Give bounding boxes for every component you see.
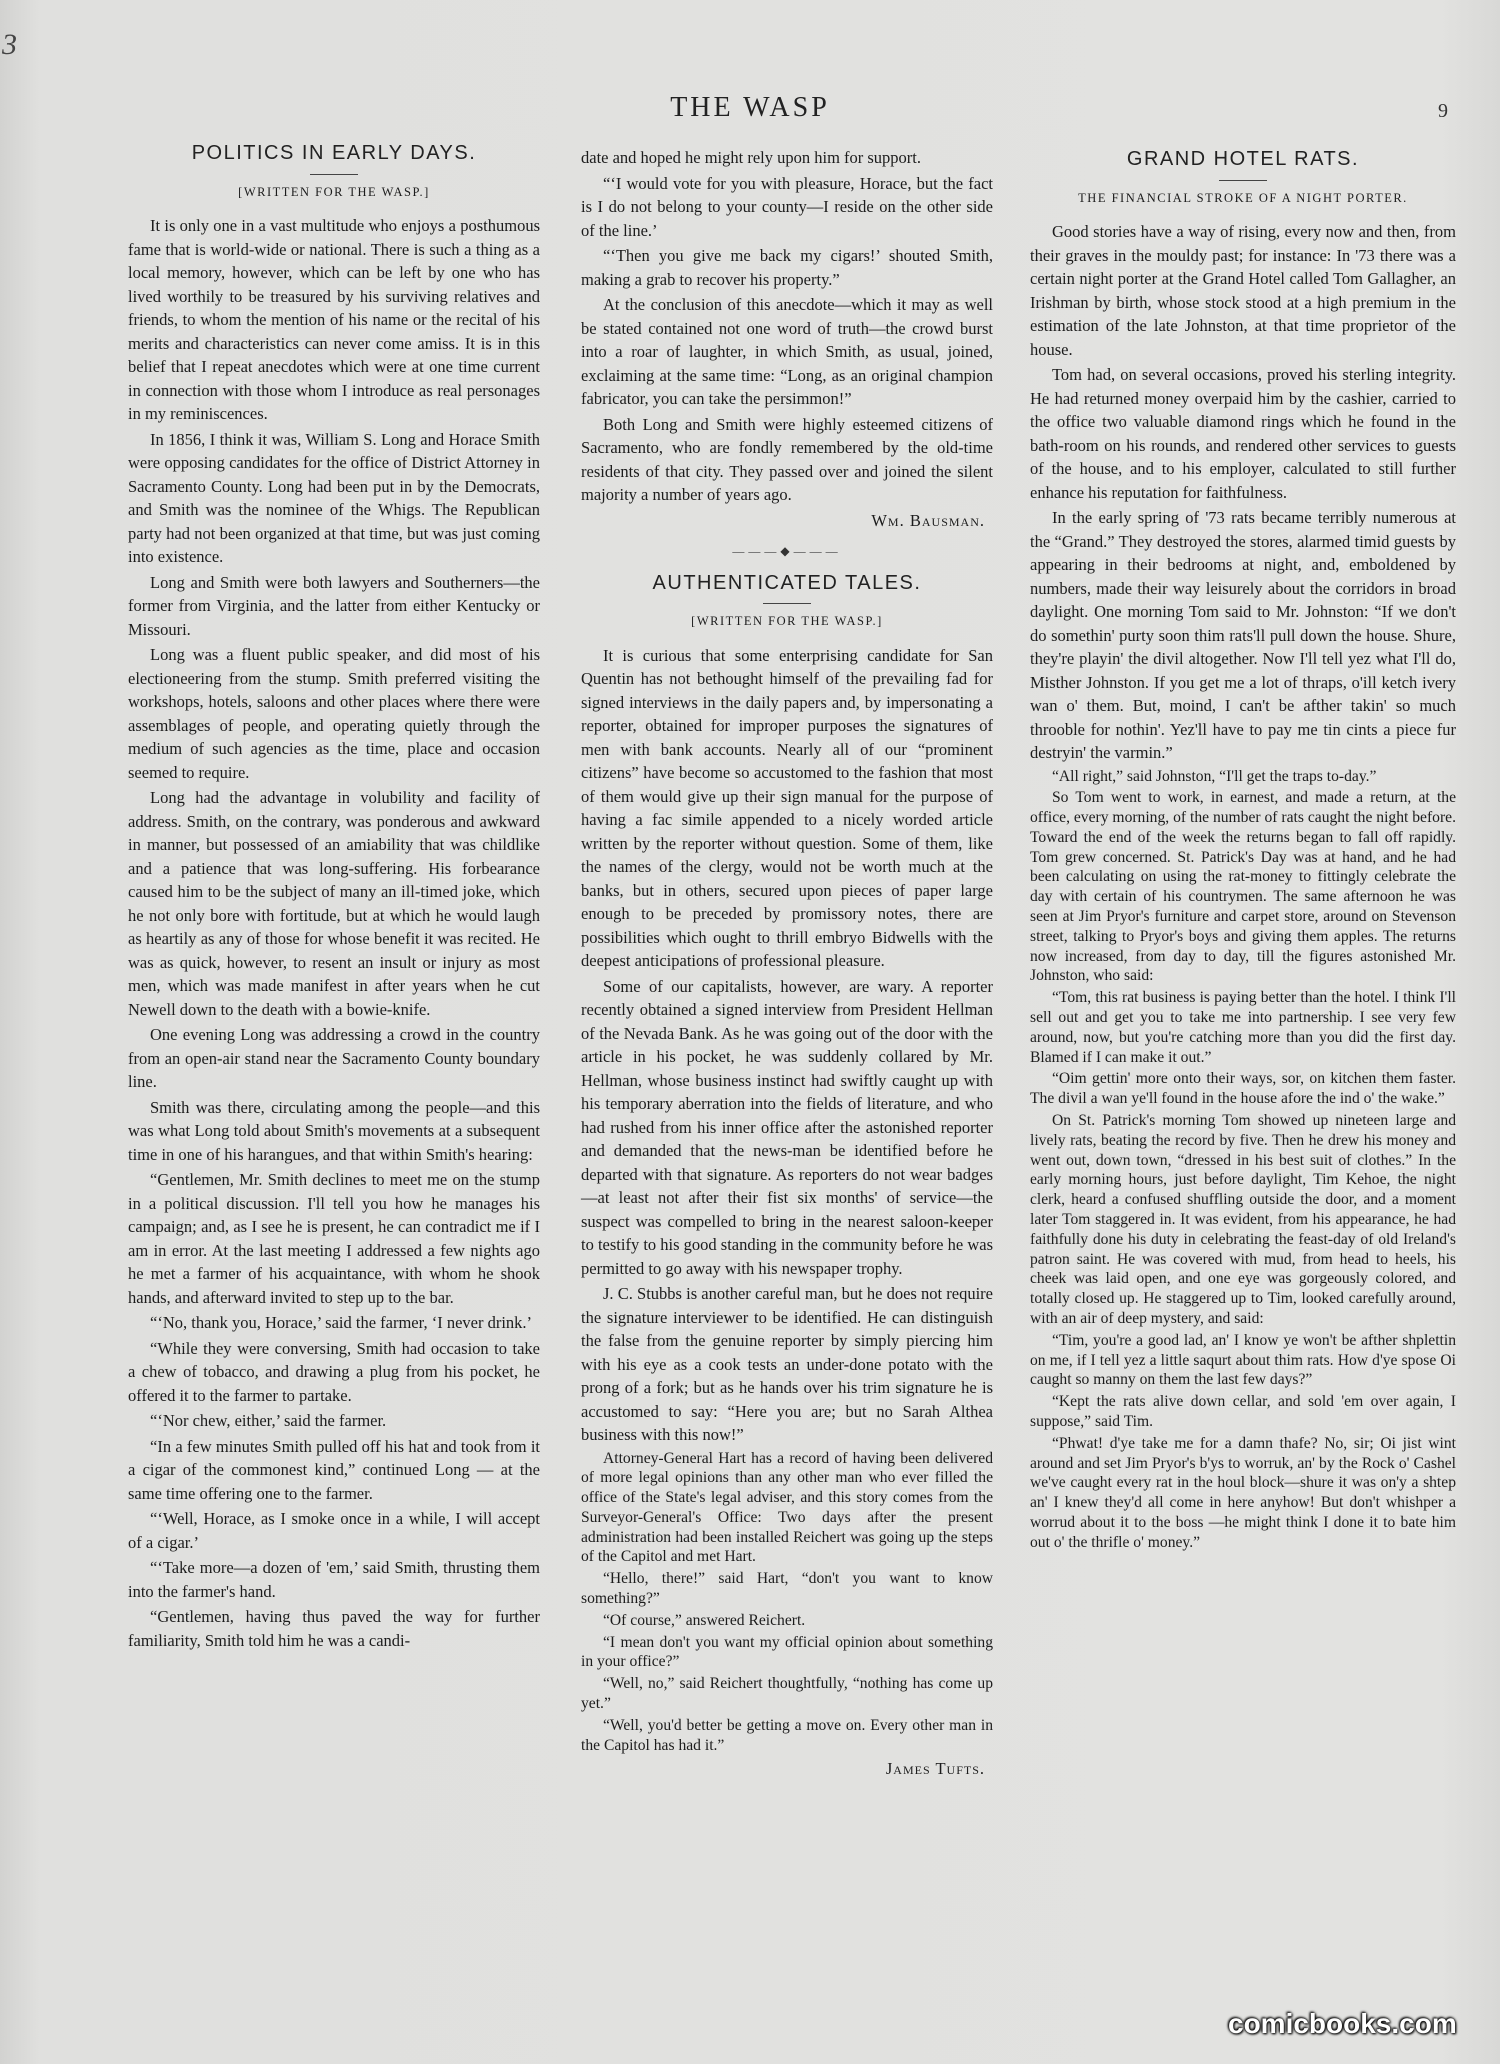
section-divider: ———◆——— (732, 544, 842, 558)
paragraph: “Kept the rats alive down cellar, and sold 'em over again, I suppose,” said Tim. (1030, 1393, 1456, 1430)
paragraph: “Tim, you're a good lad, an' I know ye won't be afther shplettin on me, if I tell yez a little saqurt about thim rats. How d'ye spose Oi caught so manny on them the last few days?” (1030, 1331, 1456, 1389)
article-heading: GRAND HOTEL RATS. (1126, 148, 1360, 170)
paragraph: “‘Take more—a dozen of 'em,’ said Smith, thrusting them into the farmer's hand. (128, 1558, 540, 1601)
paragraph: It is curious that some enterprising candidate for San Quentin has not bethought himself of the prevailing fad for signed interviews in the daily papers and, by impersonating a reporter, obtained for improper purposes the signatures of men with bank accounts. Nearly all of our “prominent citizens” have become so accustomed to the fashion that most of them would give up their sign manual for the purpose of having a fac simile appended to a nicely worded article written by the reporter without question. Some of them, like the names of the clergy, would not be worth much at the banks, but in others, secured upon pieces of paper large enough to be preceded by promissory notes, there are possibilities which ought to thrill embryo Bidwells with the deepest anticipations of professional pleasure. (581, 645, 993, 970)
paragraph: One evening Long was addressing a crowd in the country from an open-air stand near the Sacramento County boundary line. (128, 1025, 540, 1091)
byline: [WRITTEN FOR THE WASP.] (238, 184, 430, 199)
paragraph: “I mean don't you want my official opinion about something in your office?” (581, 1633, 993, 1671)
paragraph: “Gentlemen, Mr. Smith declines to meet me on the stump in a political discussion. I'll tell you how he manages his campaign; and, as I see he is present, he can contradict me if I am in error. At the last meeting I addressed a few nights ago he met a farmer of his acquaintance, with whom he shook hands, and afterward invited to step up to the bar. (128, 1170, 540, 1307)
paragraph: “In a few minutes Smith pulled off his hat and took from it a cigar of the commonest kind,” continued Long — at the same time offering one to the farmer. (128, 1436, 540, 1503)
paragraph: Long had the advantage in volubility and facility of address. Smith, on the contrary, was ponderous and awkward in manner, but possessed of an amiability that was childlike and a patience that was long-suffering. His forbearance caused him to be the subject of many an ill-timed joke, which he not only bore with fortitude, but at which he would laugh as heartily as any of those for whose benefit it was recited. He was as quick, however, to resent an insult or injury as most men, which was made manifest in after years when he cut Newell down to the death with a bowie-knife. (128, 788, 540, 1019)
column-authenticated (581, 146, 993, 1789)
paragraph: In the early spring of '73 rats became terribly numerous at the “Grand.” They destroyed the stores, alarmed timid guests by appearing in their bedrooms at night, and, emboldened by numbers, made their way leisurely about the corridors in broad daylight. One morning Tom said to Mr. Johnston: “If we don't do somethin' purty soon thim rats'll pull down the house. Shure, they're playin' the divil altogether. Now I'll tell yez what I'll do, Misther Johnston. If you get me a lot of thraps, o'ill ketch ivery wan o' them. But, moind, I can't be afther takin' so much throoble for nothin'. Yez'll have to pay me tin cints a piece fur destryin' the varmin.” (1030, 508, 1456, 762)
paragraph: Smith was there, circulating among the people—and this was what Long told about Smith's movements at a subsequent time in one of his harangues, and that within Smith's hearing: (128, 1097, 540, 1164)
paragraph: On St. Patrick's morning Tom showed up nineteen large and lively rats, beating the record by five. Then he drew his money and went out, down town, “dressed in his best suit of clothes.” In the early morning hours, just before daylight, Tim Kehoe, the night clerk, heard a confused shuffling outside the door, and a moment later Tom staggered in. It was evident, from his appearance, he had faithfully done his duty in celebrating the feast-day of old Ireland's patron saint. He was covered with mud, from head to heels, his cheek was laid open, and one eye was gorgeously colored, and totally closed up. He staggered up to Tim, looked carefully around, with an air of deep mystery, and said: (1030, 1112, 1456, 1328)
article-body (128, 214, 540, 1652)
signature: Wm. Bausman. (871, 510, 985, 530)
paragraph: So Tom went to work, in earnest, and made a return, at the office, every morning, of the number of rats caught the night before. Toward the end of the week the returns began to fall off rapidly. Tom grew concerned. St. Patrick's Day was at hand, and he had been calculating on using the rat-money to fittingly celebrate the day with certain of his countrymen. The same afternoon he was seen at Jim Pryor's furniture and carpet store, around on Stevenson street, talking to Pryor's boys and giving them apples. The returns now increased, from day to day, till the figures astonished Mr. Johnston, who said: (1030, 789, 1456, 985)
paragraph: “‘I would vote for you with pleasure, Horace, but the fact is I do not belong to your county—I reside on the other side of the line.’ (581, 173, 993, 240)
article-body (581, 644, 993, 1756)
paragraph: Long and Smith were both lawyers and Southerners—the former from Virginia, and the latter from either Kentucky or Missouri. (128, 572, 540, 639)
paragraph: Good stories have a way of rising, every now and then, from their graves in the mouldy past; for instance: In '73 there was a certain night porter at the Grand Hotel called Tom Gallagher, an Irishman by birth, whose stock stood at a high premium in the estimation of the late Johnston, at that time proprietor of the house. (1030, 222, 1456, 359)
watermark-logo: comicbooks.com (1228, 2008, 1457, 2039)
paragraph: “Well, no,” said Reichert thoughtfully, “nothing has come up yet.” (581, 1675, 993, 1713)
paragraph: In 1856, I think it was, William S. Long and Horace Smith were opposing candidates for the office of District Attorney in Sacramento County. Long had been put in by the Democrats, and Smith was the nominee of the Whigs. The Republican party had not been organized at that time, but was just coming into existence. (128, 429, 540, 566)
paragraph: “‘Then you give me back my cigars!’ shouted Smith, making a grab to recover his property.” (581, 246, 993, 289)
article-heading: POLITICS IN EARLY DAYS. (191, 142, 477, 164)
paragraph: “While they were conversing, Smith had occasion to take a chew of tobacco, and drawing a plug from his pocket, he offered it to the farmer to partake. (128, 1338, 540, 1405)
column-politics (128, 142, 540, 1654)
paragraph: “‘Well, Horace, as I smoke once in a while, I will accept of a cigar.’ (128, 1509, 540, 1552)
article-heading: AUTHENTICATED TALES. (652, 571, 922, 594)
paragraph: “Gentlemen, having thus paved the way for further familiarity, Smith told him he was a candi- (128, 1607, 540, 1650)
heading-rule (310, 174, 358, 175)
paragraph: It is only one in a vast multitude who enjoys a posthumous fame that is world-wide or national. There is such a thing as a local memory, however, which can be left by one who has lived worthily to be treasured by his surviving relatives and friends, to whom the mention of his name or the recital of his merits and characteristics can never come amiss. It is in this belief that I repeat anecdotes which were at one time current in connection with those whom I introduce as real personages in my reminiscences. (128, 216, 540, 423)
paragraph: “Oim gettin' more onto their ways, sor, on kitchen them faster. The divil a wan ye'll found in the house afore the ind o' the wake.” (1030, 1070, 1456, 1108)
paragraph: Some of our capitalists, however, are wary. A reporter recently obtained a signed interview from President Hellman of the Nevada Bank. As he was going out of the door with the article in his pocket, he was suddenly collared by Mr. Hellman, whose business instinct had swiftly caught up with his temporary aberration into the fields of literature, and who had rushed from his inner office after the astonished reporter and demanded that the news-man be identified before he departed with that signature. As reporters do not wear badges—at least not after their fist six months' of service—the suspect was compelled to bring in the nearest saloon-keeper to testify to his good standing in the community before he was permitted to go away with his newspaper trophy. (581, 976, 993, 1278)
paragraph: “Well, you'd better be getting a move on. Every other man in the Capitol has had it.” (581, 1716, 993, 1754)
article-body (1030, 220, 1456, 1553)
paragraph: At the conclusion of this anecdote—which it may as well be stated contained not one word of truth—the crowd burst into a roar of laughter, in which Smith, as usual, joined, exclaiming at the same time: “Long, as an original champion fabricator, you can take the persimmon!” (581, 295, 993, 408)
corner-mark: 3 (2, 28, 17, 61)
signature: James Tufts. (885, 1759, 985, 1779)
paragraph: “All right,” said Johnston, “I'll get the traps to-day.” (1052, 767, 1377, 785)
heading-rule (763, 603, 811, 604)
paragraph: Attorney-General Hart has a record of having been delivered of more legal opinions than any other man who ever filled the office of the State's legal adviser, and this story comes from the Surveyor-General's Office: Two days after the present administration had been installed Reichert was going up the steps of the Capitol and met Hart. (581, 1449, 993, 1566)
column-hotel-rats (1030, 148, 1456, 1555)
paragraph: “Phwat! d'ye take me for a damn thafe? No, sir; Oi jist wint around and set Jim Pryor's b'ys to worruk, an' by the Rock o' Cashel we've caught every rat in the houl block—shure it was on'y a shtep an' I knew they'd all come in here anyhow! But don't whishper a worrud about it to the boss —he might think I done it to bate him out o' the thrifle o' money.” (1030, 1434, 1456, 1551)
paragraph: date and hoped he might rely upon him for support. (581, 148, 922, 167)
byline: THE FINANCIAL STROKE OF A NIGHT PORTER. (1078, 190, 1408, 205)
article-continuation (581, 146, 993, 507)
paragraph: “Tom, this rat business is paying better than the hotel. I think I'll sell out and get you to take me into partnership. I see very few around, now, but you're catching more than you did the first day. Blamed if I can make it out.” (1030, 989, 1456, 1066)
paragraph: “‘No, thank you, Horace,’ said the farmer, ‘I never drink.’ (150, 1313, 533, 1332)
paragraph: Both Long and Smith were highly esteemed citizens of Sacramento, who are fondly remembered by the old-time residents of that city. They passed over and joined the silent majority a number of years ago. (581, 414, 993, 504)
masthead: THE WASP (670, 92, 830, 123)
paragraph: J. C. Stubbs is another careful man, but he does not require the signature interviewer to be identified. He can distinguish the false from the genuine reporter by simply piercing him with his eye as a cook tests an under-done potato with the prong of a fork; but as he hands over his trim signature he is accustomed to say: “Here you are; but no Sarah Althea business with this now!” (581, 1284, 993, 1444)
paragraph: Long was a fluent public speaker, and did most of his electioneering from the stump. Smith preferred visiting the workshops, hotels, saloons and other places where there were assemblages of people, and operating quietly through the medium of such agencies as the time, place and occasion seemed to require. (128, 645, 540, 782)
byline: [WRITTEN FOR THE WASP.] (691, 614, 883, 628)
page-number: 9 (1438, 100, 1448, 122)
paragraph: “Hello, there!” said Hart, “don't you want to know something?” (581, 1570, 993, 1608)
paragraph: “Of course,” answered Reichert. (603, 1611, 806, 1629)
paragraph: “‘Nor chew, either,’ said the farmer. (150, 1411, 387, 1430)
paragraph: Tom had, on several occasions, proved his sterling integrity. He had returned money overpaid him by the cashier, carried to the office two valuable diamond rings which he found in the bath-room on his rounds, and rendered other services to guests of the house, and to his employer, calculated to still further enhance his reputation for faithfulness. (1030, 365, 1456, 502)
heading-rule (1219, 180, 1267, 181)
